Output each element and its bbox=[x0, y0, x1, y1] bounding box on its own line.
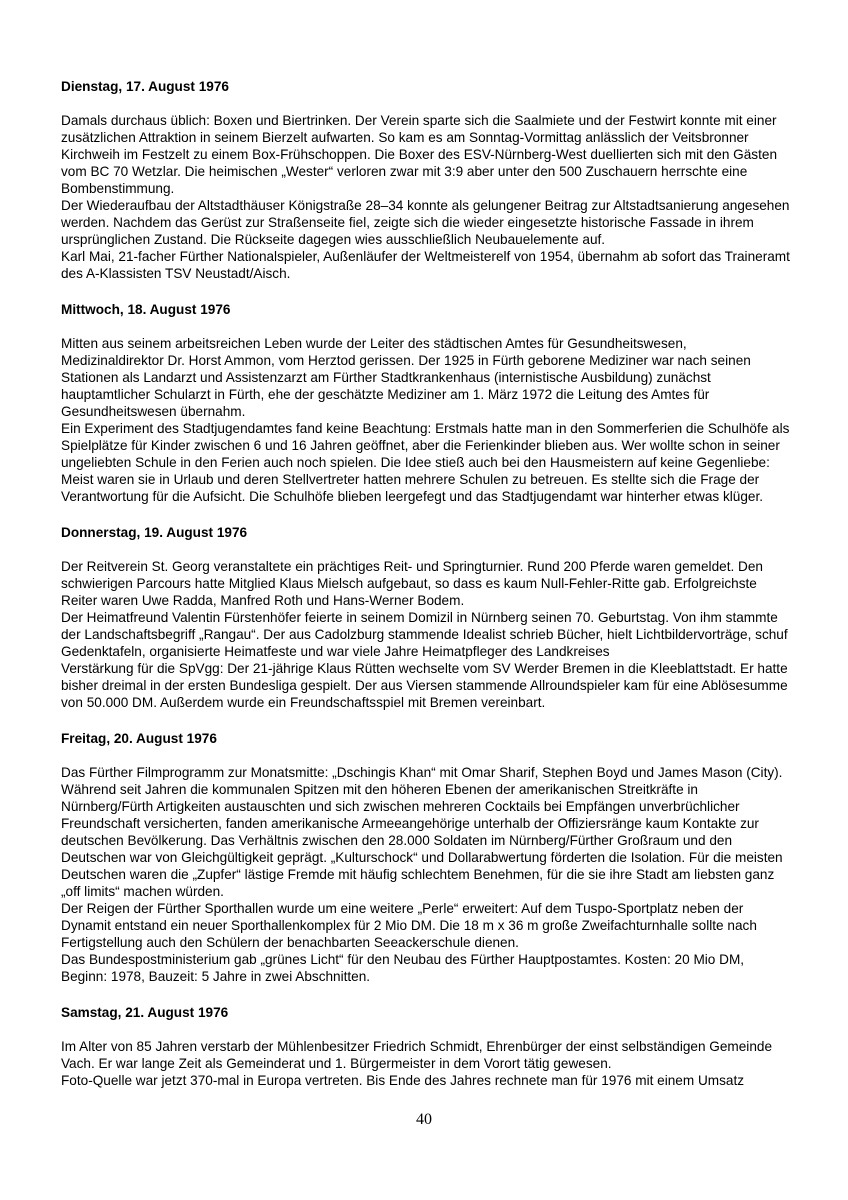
entry-paragraph: Verstärkung für die SpVgg: Der 21-jährige Klaus Rütten wechselte vom SV Werder Bremen in die Kleeblattstadt. Er hatte bisher dreimal in der ersten Bundesliga gespielt. Der aus Viersen stammende Allroundspieler kam für eine Ablösesumme von 50.000 DM. Außerdem wurde ein Freundschaftsspiel mit Bremen vereinbart. bbox=[61, 661, 788, 710]
page-number: 40 bbox=[416, 1111, 432, 1128]
entry-paragraph: Der Reitverein St. Georg veranstaltete ein prächtiges Reit- und Springturnier. Rund 200 Pferde waren gemeldet. Den schwierigen Parcours hatte Mitglied Klaus Mielsch aufgebaut, so dass es kaum Null-Fehler-Ritte gab. Erfolgreichste Reiter waren Uwe Radda, Manfred Roth und Hans-Werner Bodem. bbox=[61, 559, 763, 608]
entry-paragraph: Karl Mai, 21-facher Fürther Nationalspieler, Außenläufer der Weltmeisterelf von 1954, übernahm ab sofort das Traineramt des A-Klassisten TSV Neustadt/Aisch. bbox=[61, 249, 790, 281]
entry-paragraph: Foto-Quelle war jetzt 370-mal in Europa vertreten. Bis Ende des Jahres rechnete man für 1976 mit einem Umsatz bbox=[61, 1073, 745, 1088]
entry-date: Samstag, 21. August 1976 bbox=[61, 1005, 229, 1020]
entry-2025-08-19 bbox=[61, 524, 791, 711]
entry-date: Freitag, 20. August 1976 bbox=[61, 731, 217, 746]
entry-paragraph: Während seit Jahren die kommunalen Spitzen mit den höheren Ebenen der amerikanischen Streitkräfte in Nürnberg/Fürth Artigkeiten austauschten und sich zwischen mehreren Cocktails bei Empfängen unverbrüchlicher Freundschaft versicherten, fanden amerikanische Armeeangehörige unterhalb der Offiziersränge kaum Kontakte zur deutschen Bevölkerung. Das Verhältnis zwischen den 28.000 Soldaten im Nürnberg/Fürther Großraum und den Deutschen war von Gleichgültigkeit geprägt. „Kulturschock“ und Dollarabwertung förderten die Isolation. Für die meisten Deutschen waren die „Zupfer“ lästige Fremde mit häufig schlechtem Benehmen, für die sie ihre Stadt am liebsten ganz „off limits“ machen würden. bbox=[61, 782, 783, 899]
entry-2025-08-17 bbox=[61, 78, 791, 282]
entry-2025-08-20 bbox=[61, 730, 791, 985]
entry-paragraph: Damals durchaus üblich: Boxen und Biertrinken. Der Verein sparte sich die Saalmiete und der Festwirt konnte mit einer zusätzlichen Attraktion in seinem Bierzelt aufwarten. So kam es am Sonntag-Vormittag anlässlich der Veitsbronner Kirchweih im Festzelt zu einem Box-Frühschoppen. Die Boxer des ESV-Nürnberg-West duellierten sich mit den Gästen vom BC 70 Wetzlar. Die heimischen „Wester“ verloren zwar mit 3:9 aber unter den 500 Zuschauern herrschte eine Bombenstimmung. bbox=[61, 113, 778, 196]
entry-2025-08-18 bbox=[61, 301, 791, 505]
entry-paragraph: Der Wiederaufbau der Altstadthäuser Königstraße 28–34 konnte als gelungener Beitrag zur Altstadtsanierung angesehen werden. Nachdem das Gerüst zur Straßenseite fiel, zeigte sich die wieder eingesetzte historische Fassade in ihrem ursprünglichen Zustand. Die Rückseite dagegen wies ausschließlich Neubauelemente auf. bbox=[61, 198, 790, 247]
entry-paragraph: Das Fürther Filmprogramm zur Monatsmitte: „Dschingis Khan“ mit Omar Sharif, Stephen Boyd und James Mason (City). bbox=[61, 765, 783, 780]
document-body bbox=[61, 78, 791, 1108]
entry-paragraph: Ein Experiment des Stadtjugendamtes fand keine Beachtung: Erstmals hatte man in den Sommerferien die Schulhöfe als Spielplätze für Kinder zwischen 6 und 16 Jahren geöffnet, aber die Ferienkinder blieben aus. Wer wollte schon in seiner ungeliebten Schule in den Ferien auch noch spielen. Die Idee stieß auch bei den Hausmeistern auf keine Gegenliebe: Meist waren sie in Urlaub und deren Stellvertreter hatten mehrere Schulen zu betreuen. Es stellte sich die Frage der Verantwortung für die Aufsicht. Die Schulhöfe blieben leergefegt und das Stadtjugendamt war hinterher etwas klüger. bbox=[61, 421, 790, 504]
entry-paragraph: Der Heimatfreund Valentin Fürstenhöfer feierte in seinem Domizil in Nürnberg seinen 70. Geburtstag. Von ihm stammte der Landschaftsbegriff „Rangau“. Der aus Cadolzburg stammende Idealist schrieb Bücher, hielt Lichtbildervorträge, schuf Gedenktafeln, organisierte Heimatfeste und war viele Jahre Heimatpfleger des Landkreises bbox=[61, 610, 788, 659]
entry-date: Mittwoch, 18. August 1976 bbox=[61, 302, 231, 317]
entry-paragraph: Das Bundespostministerium gab „grünes Licht“ für den Neubau des Fürther Hauptpostamtes. Kosten: 20 Mio DM, Beginn: 1978, Bauzeit: 5 Jahre in zwei Abschnitten. bbox=[61, 952, 745, 984]
entry-2025-08-21 bbox=[61, 1004, 791, 1089]
entry-paragraph: Im Alter von 85 Jahren verstarb der Mühlenbesitzer Friedrich Schmidt, Ehrenbürger der einst selbständigen Gemeinde Vach. Er war lange Zeit als Gemeinderat und 1. Bürgermeister in dem Vorort tätig gewesen. bbox=[61, 1039, 773, 1071]
entry-date: Dienstag, 17. August 1976 bbox=[61, 79, 229, 94]
entry-paragraph: Der Reigen der Fürther Sporthallen wurde um eine weitere „Perle“ erweitert: Auf dem Tuspo-Sportplatz neben der Dynamit entstand ein neuer Sporthallenkomplex für 2 Mio DM. Die 18 m x 36 m große Zweifachturnhalle sollte nach Fertigstellung auch den Schülern der benachbarten Seeackerschule dienen. bbox=[61, 901, 757, 950]
entry-paragraph: Mitten aus seinem arbeitsreichen Leben wurde der Leiter des städtischen Amtes für Gesundheitswesen, Medizinaldirektor Dr. Horst Ammon, vom Herztod gerissen. Der 1925 in Fürth geborene Mediziner war nach seinen Stationen als Landarzt und Assistenzarzt am Fürther Stadtkrankenhaus (internistische Ausbildung) zunächst hauptamtlicher Schularzt in Fürth, ehe der geschätzte Mediziner am 1. März 1972 die Leitung des Amtes für Gesundheitswesen übernahm. bbox=[61, 336, 751, 419]
entry-date: Donnerstag, 19. August 1976 bbox=[61, 525, 248, 540]
